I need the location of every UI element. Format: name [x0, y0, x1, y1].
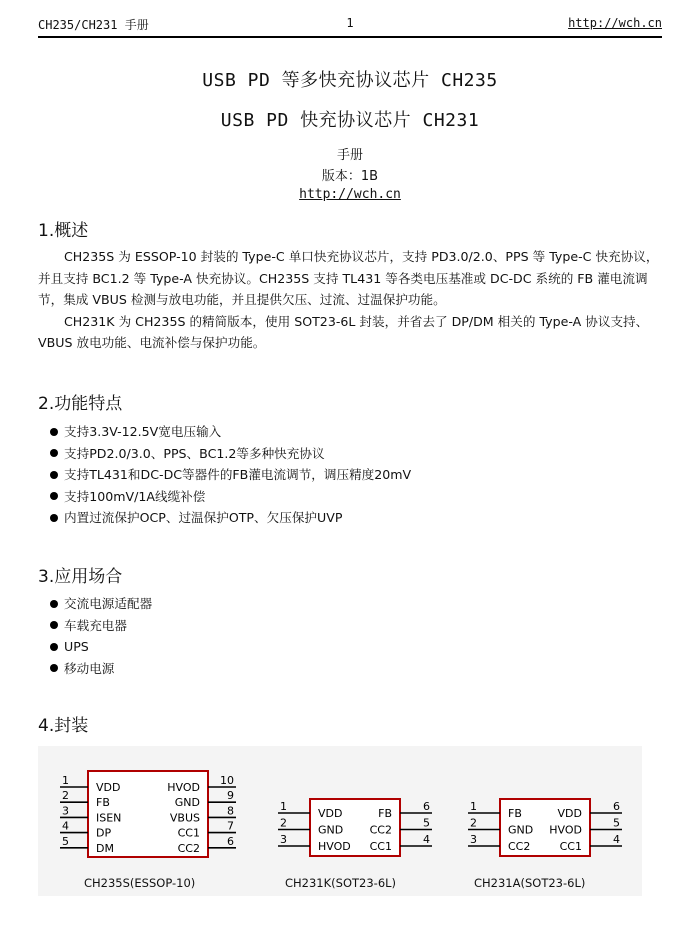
- pin-number: 1: [470, 800, 477, 813]
- pin-name: CC2: [508, 840, 531, 853]
- bullet-icon: [50, 600, 58, 608]
- pin-number: 4: [613, 833, 620, 846]
- pin-name: FB: [378, 807, 392, 820]
- pin-number: 10: [220, 774, 234, 787]
- pin-number: 1: [280, 800, 287, 813]
- bullet-icon: [50, 664, 58, 672]
- overview-paragraph-2: CH231K 为 CH235S 的精简版本，使用 SOT23-6L 封装，并省去了 DP/DM 相关的 Type-A 协议支持、VBUS 放电功能、电流补偿与保护功能。: [38, 313, 649, 350]
- title-line-1: USB PD 等多快充协议芯片 CH235: [202, 70, 498, 91]
- pin-name: CC1: [369, 840, 392, 853]
- pin-name: CC2: [177, 841, 200, 855]
- doc-type: 手册: [336, 148, 363, 163]
- section-heading-features: 2.功能特点: [38, 394, 123, 414]
- package-caption-ch231a: CH231A(SOT23-6L): [474, 876, 586, 890]
- pin-name: ISEN: [96, 811, 122, 825]
- application-text: UPS: [64, 639, 89, 655]
- application-text: 交流电源适配器: [64, 596, 153, 611]
- list-item: [50, 658, 152, 680]
- list-item: [50, 486, 411, 508]
- feature-text: 支持100mV/1A线缆补偿: [64, 488, 206, 504]
- title-line-2: USB PD 快充协议芯片 CH231: [220, 110, 480, 131]
- pin-number: 5: [423, 816, 430, 830]
- package-diagram: [38, 746, 642, 896]
- pin-name: VDD: [557, 807, 582, 820]
- pin-number: 6: [227, 834, 234, 848]
- pin-name: HVOD: [318, 840, 351, 853]
- package-caption-ch235s: CH235S(ESSOP-10): [84, 876, 196, 890]
- pin-name: CC1: [559, 840, 582, 853]
- pin-number: 4: [62, 819, 69, 833]
- header-doc-name: CH235/CH231 手册: [38, 18, 149, 32]
- list-item: [50, 464, 411, 486]
- feature-text: 支持TL431和DC-DC等器件的FB灌电流调节，调压精度20mV: [64, 467, 412, 483]
- page-header: [38, 12, 662, 38]
- list-item: [50, 636, 152, 658]
- pin-number: 5: [62, 834, 69, 848]
- pin-number: 2: [62, 789, 69, 803]
- pin-number: 1: [62, 774, 69, 787]
- pin-name: VBUS: [169, 811, 200, 825]
- pin-name: VDD: [318, 807, 343, 820]
- pin-number: 2: [470, 816, 477, 830]
- pin-number: 2: [280, 816, 287, 830]
- pin-name: FB: [96, 796, 110, 810]
- pin-name: HVOD: [167, 781, 200, 794]
- pin-number: 6: [613, 800, 620, 813]
- bullet-icon: [50, 471, 58, 479]
- overview-paragraph-1: CH235S 为 ESSOP-10 封装的 Type-C 单口快充协议芯片，支持 PD3.0/2.0、PPS 等 Type-C 快充协议，并且支持 BC1.2 等 Type-A 快充协议。CH235S 支持 TL431 等各类电压基准或 DC-DC 系统的 FB 灌电流调节，集成 VBUS 检测与放电功能，并且提供欠压、过流、过温保护功能。: [38, 249, 659, 307]
- bullet-icon: [50, 428, 58, 436]
- pin-name: GND: [318, 823, 344, 837]
- list-item: [50, 421, 411, 443]
- bullet-icon: [50, 492, 58, 500]
- pin-number: 7: [227, 819, 234, 833]
- pin-name: VDD: [96, 781, 121, 794]
- pin-name: DP: [96, 826, 112, 840]
- overview-text: [38, 246, 666, 354]
- pin-name: FB: [508, 807, 522, 820]
- chip-ch231a: [468, 799, 622, 856]
- applications-list: [50, 593, 152, 679]
- pin-name: HVOD: [549, 823, 582, 837]
- list-item: [50, 507, 411, 529]
- features-list: [50, 421, 411, 529]
- pin-name: DM: [96, 841, 114, 855]
- pin-number: 8: [227, 804, 234, 818]
- doc-url-link[interactable]: http://wch.cn: [299, 187, 401, 202]
- header-url-link[interactable]: http://wch.cn: [568, 16, 662, 30]
- chip-ch235s: [60, 771, 236, 857]
- feature-text: 支持3.3V-12.5V宽电压输入: [64, 424, 222, 439]
- pin-number: 3: [280, 833, 287, 846]
- pin-name: GND: [508, 823, 534, 837]
- section-heading-packages: 4.封装: [38, 716, 89, 736]
- list-item: [50, 443, 411, 465]
- bullet-icon: [50, 514, 58, 522]
- pin-name: GND: [174, 796, 200, 810]
- pin-number: 3: [62, 804, 69, 818]
- header-page-number: 1: [346, 16, 354, 30]
- pin-name: CC2: [369, 823, 392, 837]
- bullet-icon: [50, 449, 58, 457]
- section-heading-applications: 3.应用场合: [38, 567, 123, 587]
- chip-ch231k: [278, 799, 432, 856]
- pin-number: 9: [227, 789, 234, 803]
- application-text: 车载充电器: [64, 617, 127, 633]
- bullet-icon: [50, 643, 58, 651]
- feature-text: 内置过流保护OCP、过温保护OTP、欠压保护UVP: [64, 510, 343, 526]
- pin-name: CC1: [177, 826, 200, 840]
- list-item: [50, 615, 152, 637]
- pin-number: 6: [423, 800, 430, 813]
- pin-number: 5: [613, 816, 620, 830]
- feature-text: 支持PD2.0/3.0、PPS、BC1.2等多种快充协议: [64, 445, 325, 461]
- bullet-icon: [50, 621, 58, 629]
- doc-version: 版本：1B: [321, 169, 379, 184]
- pin-number: 4: [423, 833, 430, 846]
- package-caption-ch231k: CH231K(SOT23-6L): [285, 876, 397, 890]
- application-text: 移动电源: [64, 660, 115, 676]
- pin-number: 3: [470, 833, 477, 846]
- section-heading-overview: 1.概述: [38, 221, 89, 241]
- package-diagram-panel: [38, 746, 642, 896]
- list-item: [50, 593, 152, 615]
